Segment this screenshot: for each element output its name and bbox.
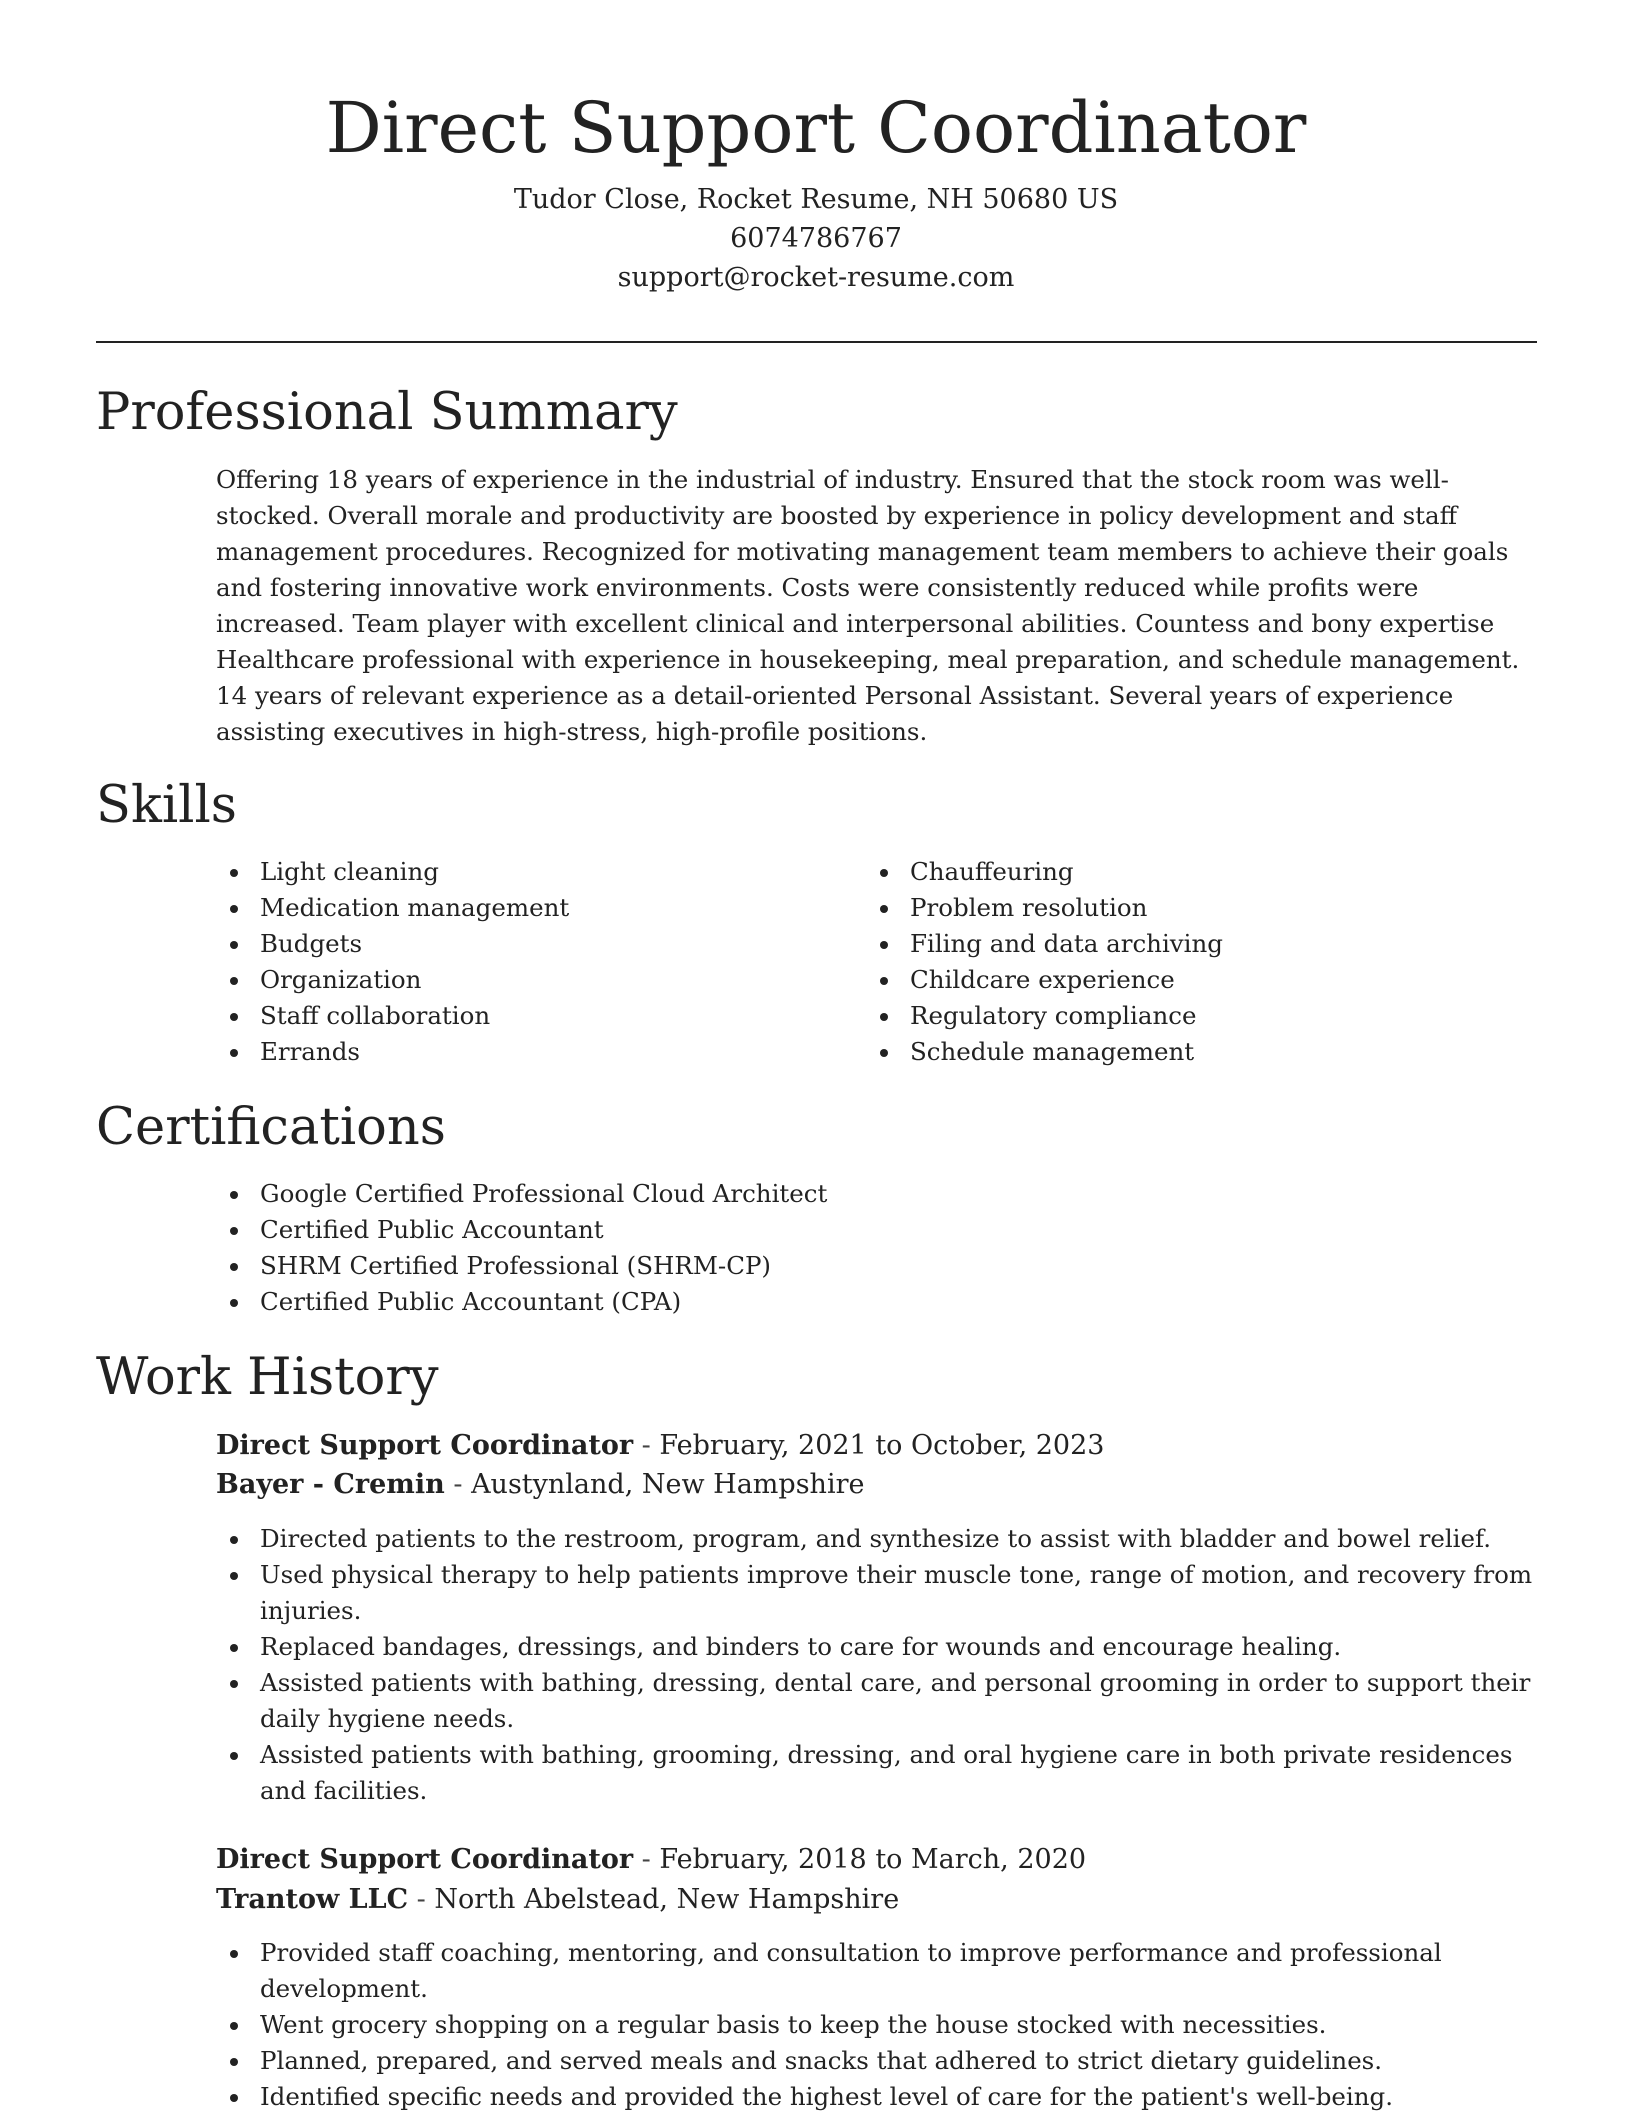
job-bullet: Identified specific needs and provided the highest level of care for the patient's well-being. [216,2079,1540,2115]
email: support@rocket-resume.com [617,262,1015,293]
job-bullet: Planned, prepared, and served meals and snacks that adhered to strict dietary guidelines. [216,2043,1540,2079]
summary-title: Professional Summary [96,383,678,442]
skill-item: Budgets [216,926,836,962]
separator: - [408,1884,435,1915]
job-bullets [216,1521,1540,1809]
job-title-line [216,1840,1086,1880]
skill-item: Light cleaning [216,854,836,890]
job-bullet: Assisted patients with bathing, grooming, dressing, and oral hygiene care in both private residences and facilities. [216,1737,1540,1809]
contact-block [0,180,1632,297]
skill-item: Staff collaboration [216,998,836,1034]
job-bullet: Directed patients to the restroom, program, and synthesize to assist with bladder and bowel relief. [216,1521,1540,1557]
certifications-title: Certifications [96,1098,446,1157]
job-bullet: Went grocery shopping on a regular basis to keep the house stocked with necessities. [216,2007,1540,2043]
job-company-line [216,1880,899,1920]
job-bullets [216,1935,1540,2115]
job-location: North Abelstead, New Hampshire [434,1884,900,1915]
separator: - [633,1430,660,1461]
job-bullet: Used physical therapy to help patients improve their muscle tone, range of motion, and recovery from injuries. [216,1557,1540,1629]
skills-list-right [866,854,1526,1070]
job-company: Bayer - Cremin [216,1469,445,1500]
separator: - [633,1844,660,1875]
certification-item: Google Certified Professional Cloud Architect [216,1176,1536,1212]
skill-item: Organization [216,962,836,998]
skills-list-left [216,854,836,1070]
job-role: Direct Support Coordinator [216,1430,634,1461]
skill-item: Childcare experience [866,962,1526,998]
job-bullet: Provided staff coaching, mentoring, and consultation to improve performance and professional development. [216,1935,1540,2007]
skill-item: Filing and data archiving [866,926,1526,962]
address: Tudor Close, Rocket Resume, NH 50680 US [513,184,1119,215]
certification-item: Certified Public Accountant (CPA) [216,1284,1536,1320]
phone: 6074786767 [730,223,902,254]
job-dates: February, 2021 to October, 2023 [659,1430,1105,1461]
job-bullet: Assisted patients with bathing, dressing, dental care, and personal grooming in order to support their daily hygiene needs. [216,1665,1540,1737]
job-company-line [216,1465,864,1505]
job-bullet: Replaced bandages, dressings, and binders to care for wounds and encourage healing. [216,1629,1540,1665]
skill-item: Regulatory compliance [866,998,1526,1034]
skills-title: Skills [96,776,237,835]
skill-item: Medication management [216,890,836,926]
job-title-line [216,1426,1104,1466]
header-divider [96,341,1537,343]
resume-header [0,0,1632,297]
candidate-name: Direct Support Coordinator [325,87,1307,169]
job-dates: February, 2018 to March, 2020 [659,1844,1087,1875]
skill-item: Schedule management [866,1034,1526,1070]
job-company: Trantow LLC [216,1884,409,1915]
separator: - [444,1469,472,1500]
job-role: Direct Support Coordinator [216,1844,634,1875]
summary-text: Offering 18 years of experience in the industrial of industry. Ensured that the stock room was well-stocked. Overall morale and productivity are boosted by experience in policy development and staff management procedures. Recognized for motivating management team members to achieve their goals and fostering innovative work environments. Costs were consistently reduced while profits were increased. Team player with excellent clinical and interpersonal abilities. Countess and bony expertise Healthcare professional with experience in housekeeping, meal preparation, and schedule management. 14 years of relevant experience as a detail-oriented Personal Assistant. Several years of experience assisting executives in high-stress, high-profile positions. [216,465,1520,746]
skill-item: Chauffeuring [866,854,1526,890]
skill-item: Problem resolution [866,890,1526,926]
job-location: Austynland, New Hampshire [471,1469,865,1500]
certification-item: SHRM Certified Professional (SHRM-CP) [216,1248,1536,1284]
certifications-list [216,1176,1536,1320]
work-history-title: Work History [96,1348,439,1407]
skill-item: Errands [216,1034,836,1070]
certification-item: Certified Public Accountant [216,1212,1536,1248]
